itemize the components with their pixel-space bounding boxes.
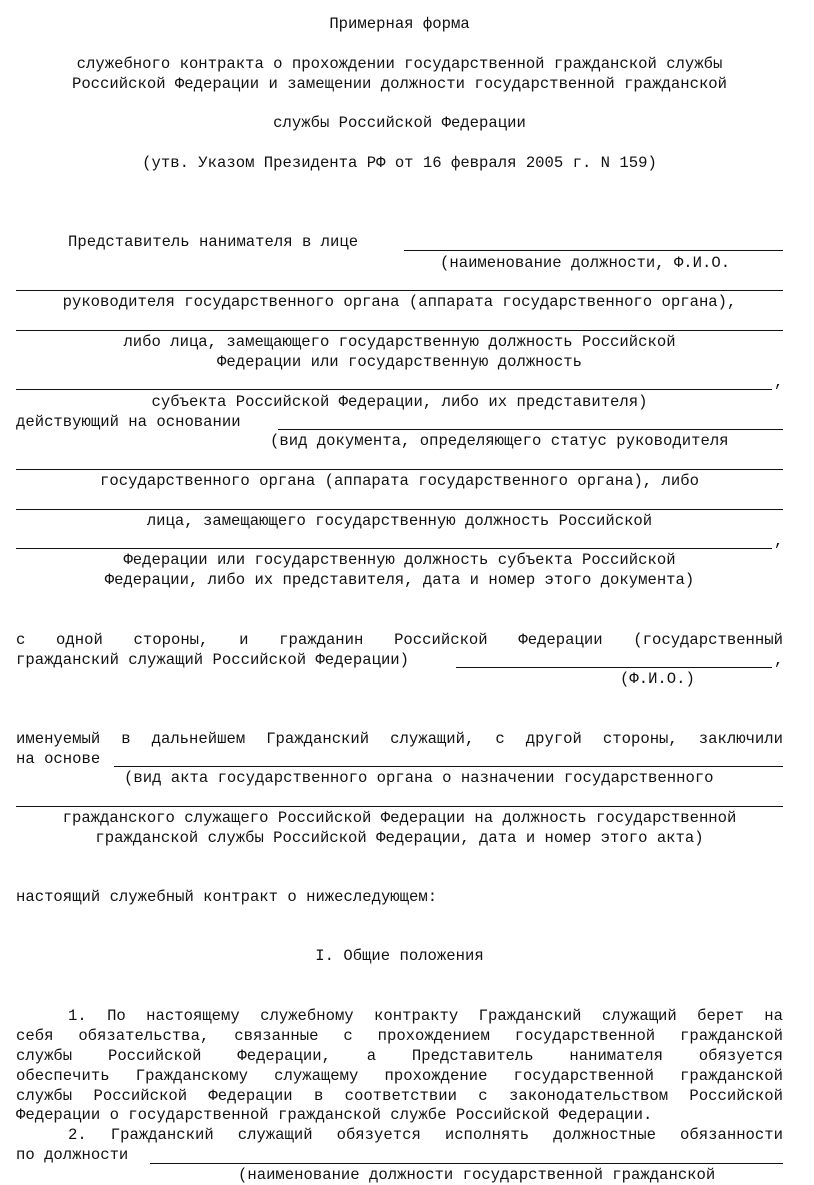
document-title: Примерная форма [329,15,470,33]
paragraph-1-line: обеспечить Гражданскому служащему прохождение государственной гражданской [16,1067,783,1085]
document-subtitle-line-1: служебного контракта о прохождении государственной гражданской службы [76,55,723,73]
field-hint: субъекта Российской Федерации, либо их представителя) [151,393,648,411]
paragraph-1-line: 1. По настоящему служебному контракту Гражданский служащий берет на [68,1007,783,1025]
field-hint: Федерации, либо их представителя, дата и номер этого документа) [104,571,695,589]
field-hint: (вид акта государственного органа о назначении государственного [124,769,714,787]
blank-line[interactable] [16,389,772,390]
representative-name-field[interactable] [404,250,783,251]
field-hint: либо лица, замещающего государственную должность Российской [123,333,676,351]
acting-basis-field[interactable] [278,429,783,430]
field-hint: Федерации или государственную должность субъекта Российской [123,551,676,569]
comma: , [774,651,784,669]
document-subtitle-line-2: Российской Федерации и замещении должности государственной гражданской [71,75,728,93]
paragraph-1-line: службы Российской Федерации, а Представитель нанимателя обязуется [16,1047,783,1065]
comma: , [774,373,784,391]
preamble-closing: настоящий служебный контракт о нижеследующем: [16,888,438,906]
blank-line[interactable] [16,806,783,807]
appointment-basis-label: на основе [16,750,101,768]
field-hint: (вид документа, определяющего статус руководителя [270,432,729,450]
section-heading: I. Общие положения [315,947,484,965]
blank-line[interactable] [16,330,783,331]
field-hint: (наименование должности государственной гражданской [238,1166,716,1184]
position-field[interactable] [150,1163,783,1164]
party-text-line-1: с одной стороны, и гражданин Российской Федерации (государственный [16,631,783,649]
party-text-line-2: гражданский служащий Российской Федерации) [16,651,410,669]
field-hint: гражданского служащего Российской Федерации на должность государственной [62,809,737,827]
approval-note: (утв. Указом Президента РФ от 16 февраля 2005 г. N 159) [142,154,657,172]
field-hint: лица, замещающего государственную должность Российской [146,512,653,530]
blank-line[interactable] [16,290,783,291]
citizen-name-field[interactable] [456,667,772,668]
acting-basis-label: действующий на основании [16,413,241,431]
field-hint: Федерации или государственную должность [217,353,582,371]
comma: , [774,532,784,550]
field-hint: государственного органа (аппарата государственного органа), либо [100,472,699,490]
paragraph-1-line: себя обязательства, связанные с прохождением государственной гражданской [16,1027,783,1045]
blank-line[interactable] [16,469,783,470]
paragraph-1-line: службы Российской Федерации в соответствии с законодательством Российской [16,1087,783,1105]
appointment-act-field[interactable] [114,766,783,767]
named-text-line: именуемый в дальнейшем Гражданский служащий, с другой стороны, заключили [16,730,783,748]
field-hint: (наименование должности, Ф.И.О. [440,254,731,272]
field-hint: гражданской службы Российской Федерации, дата и номер этого акта) [95,829,704,847]
position-label: по должности [16,1146,129,1164]
paragraph-2-line: 2. Гражданский служащий обязуется исполнять должностные обязанности [68,1126,783,1144]
field-hint: (Ф.И.О.) [620,670,695,688]
document-subtitle-line-3: службы Российской Федерации [273,114,526,132]
field-hint: руководителя государственного органа (аппарата государственного органа), [62,293,737,311]
blank-line[interactable] [16,548,772,549]
paragraph-1-last-line: Федерации о государственной гражданской службе Российской Федерации. [16,1106,653,1124]
representative-label: Представитель нанимателя в лице [68,233,359,251]
blank-line[interactable] [16,509,783,510]
